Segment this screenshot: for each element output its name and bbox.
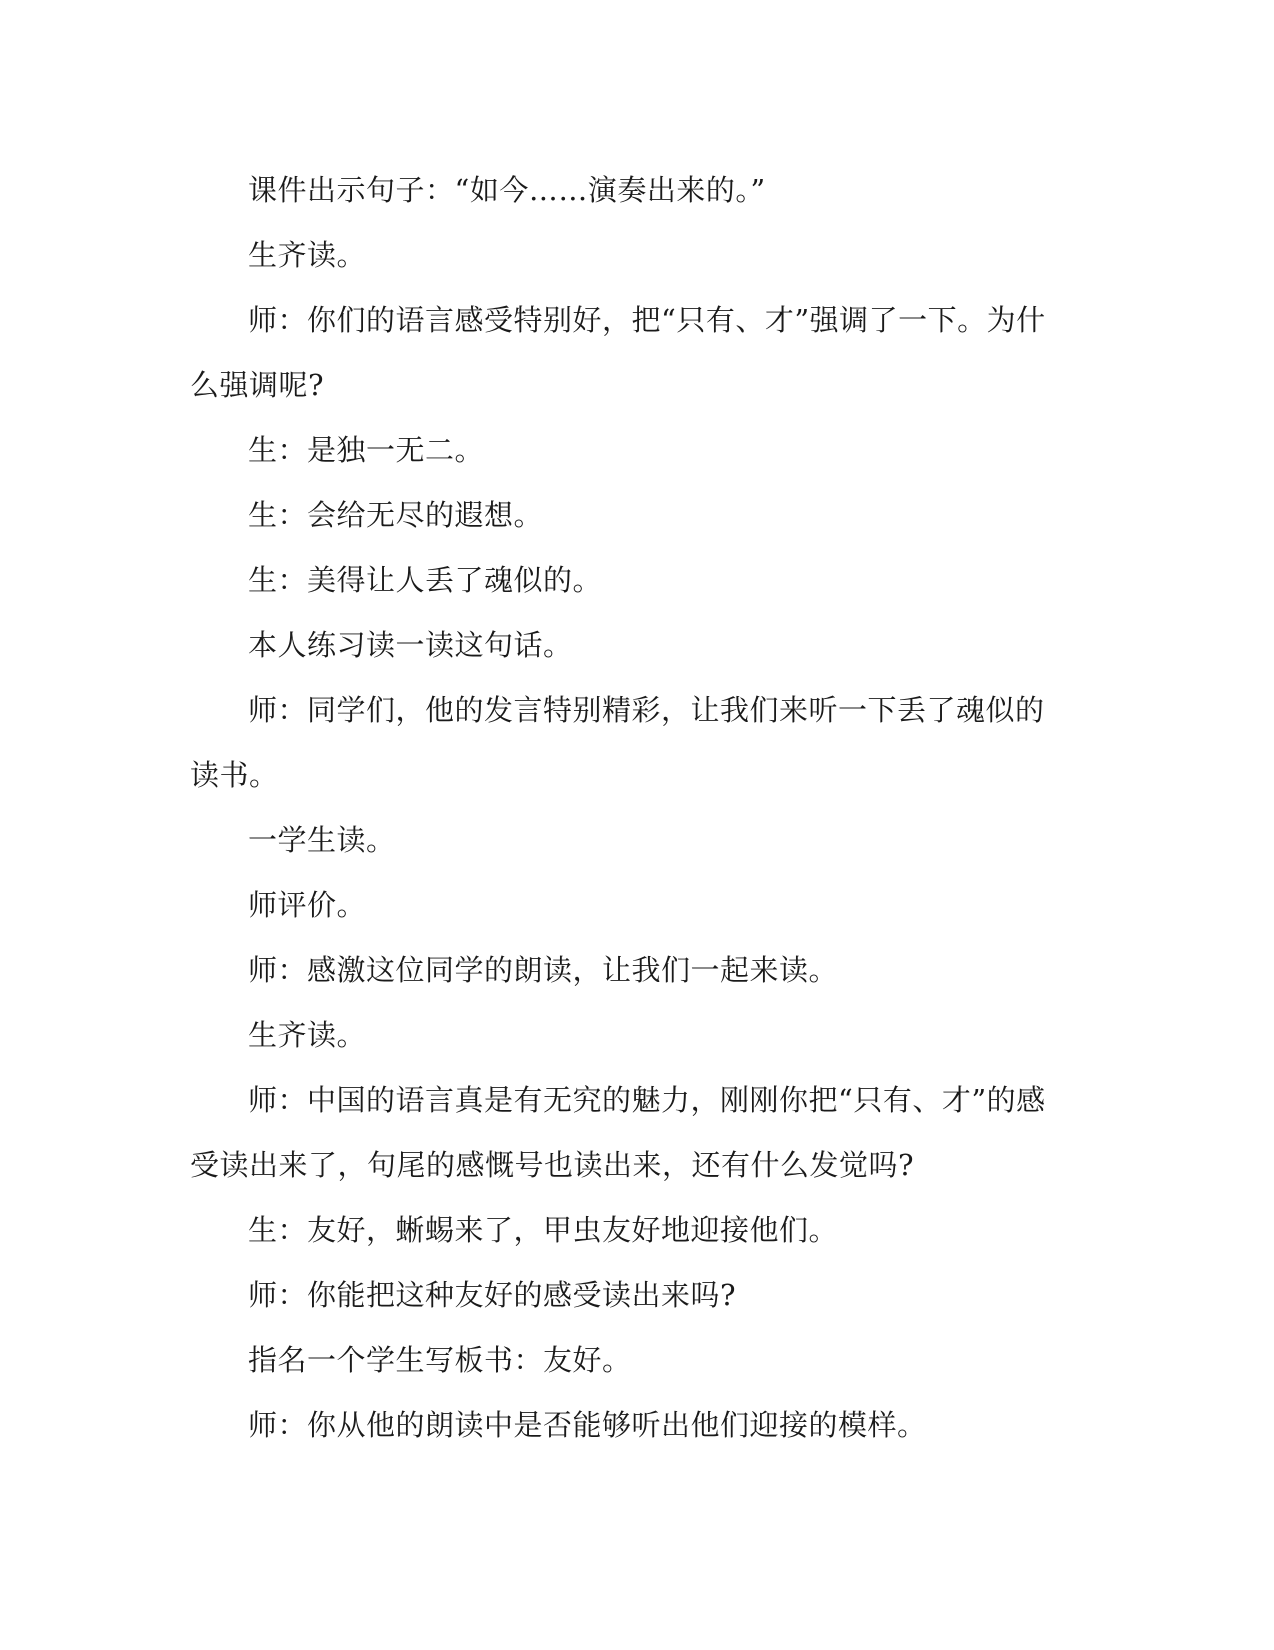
paragraph: 生齐读。 — [248, 238, 367, 272]
paragraph: 师评价。 — [248, 888, 367, 922]
paragraph: 生：美得让人丢了魂似的。 — [248, 563, 603, 597]
document-body — [190, 158, 1070, 1458]
paragraph: 生：会给无尽的遐想。 — [248, 498, 544, 532]
paragraph: 师：感激这位同学的朗读，让我们一起来读。 — [248, 953, 839, 987]
paragraph: 一学生读。 — [248, 823, 396, 857]
paragraph: 生：是独一无二。 — [248, 433, 485, 467]
paragraph: 生：友好，蜥蜴来了，甲虫友好地迎接他们。 — [248, 1213, 839, 1247]
paragraph: 课件出示句子：“如今……演奏出来的。” — [248, 173, 766, 207]
paragraph: 师：中国的语言真是有无究的魅力，刚刚你把“只有、才”的感受读出来了，句尾的感慨号也读出来，还有什么发觉吗? — [190, 1083, 1046, 1182]
paragraph: 生齐读。 — [248, 1018, 367, 1052]
paragraph: 本人练习读一读这句话。 — [248, 628, 573, 662]
paragraph: 师：你们的语言感受特别好，把“只有、才”强调了一下。为什么强调呢? — [190, 303, 1046, 402]
paragraph: 指名一个学生写板书：友好。 — [248, 1343, 632, 1377]
paragraph: 师：你从他的朗读中是否能够听出他们迎接的模样。 — [248, 1408, 927, 1442]
paragraph: 师：你能把这种友好的感受读出来吗? — [248, 1278, 737, 1312]
paragraph: 师：同学们，他的发言特别精彩，让我们来听一下丢了魂似的读书。 — [190, 693, 1045, 792]
